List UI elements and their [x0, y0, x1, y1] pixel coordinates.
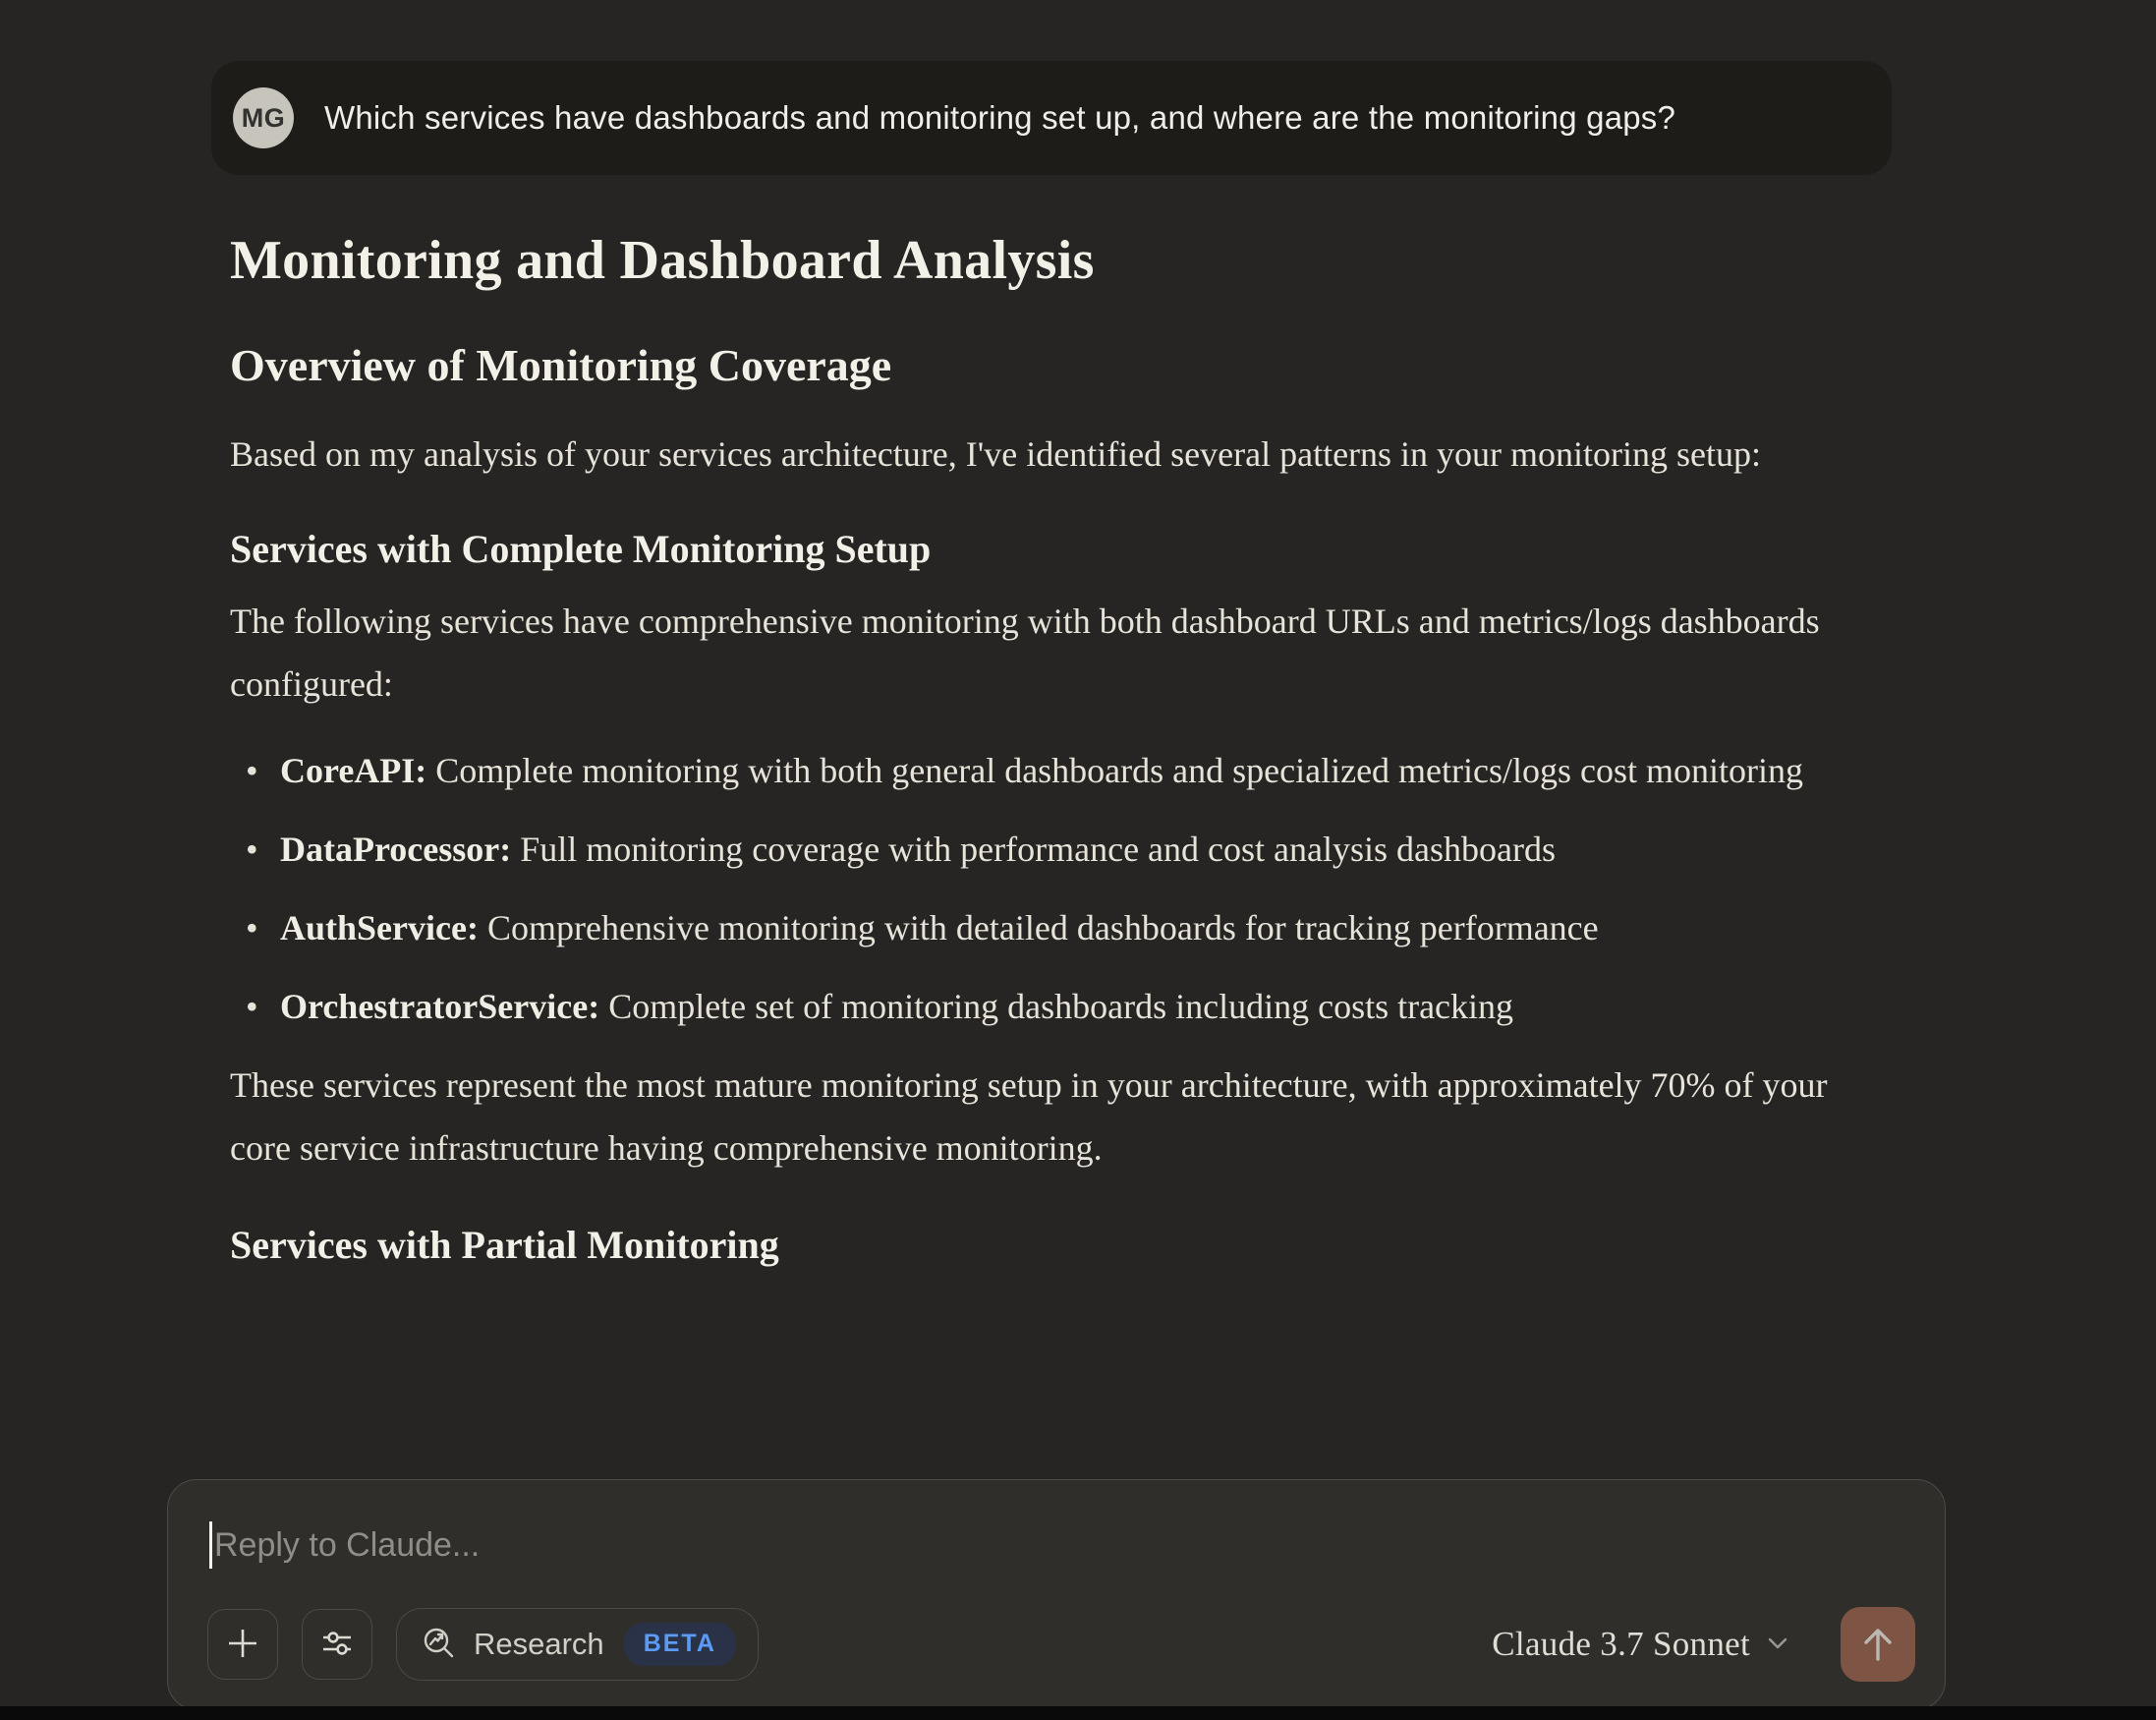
model-selector[interactable] [1492, 1625, 1789, 1664]
service-desc: Complete monitoring with both general dashboards and specialized metrics/logs cost monitoring [435, 751, 1804, 790]
service-name: OrchestratorService: [280, 987, 600, 1026]
research-label: Research [474, 1627, 604, 1661]
text-cursor [209, 1521, 212, 1569]
heading-overview: Overview of Monitoring Coverage [230, 340, 892, 390]
research-magnifier-icon [421, 1625, 458, 1665]
service-name: AuthService: [280, 908, 479, 947]
response-title: Monitoring and Dashboard Analysis [230, 230, 1095, 291]
paragraph-complete-intro: The following services have comprehensive monitoring with both dashboard URLs and metrics/logs dashboards configured: [230, 602, 1820, 704]
reply-placeholder: Reply to Claude... [214, 1525, 481, 1564]
arrow-up-icon [1859, 1624, 1897, 1666]
heading-partial-monitoring: Services with Partial Monitoring [230, 1223, 779, 1267]
window-bottom-edge [0, 1706, 2156, 1720]
tools-button[interactable] [302, 1609, 372, 1680]
user-message-bubble [211, 61, 1892, 175]
beta-badge: BETA [624, 1623, 736, 1666]
reply-composer[interactable] [167, 1479, 1946, 1710]
service-desc: Full monitoring coverage with performance and cost analysis dashboards [520, 830, 1556, 869]
service-name: DataProcessor: [280, 830, 512, 869]
list-item [280, 739, 1852, 802]
service-name: CoreAPI: [280, 751, 427, 790]
reply-input[interactable] [209, 1521, 1903, 1569]
assistant-response [230, 228, 1881, 1270]
chevron-down-icon [1750, 1635, 1789, 1654]
plus-icon [225, 1626, 260, 1664]
attach-button[interactable] [207, 1609, 278, 1680]
composer-toolbar [207, 1607, 1915, 1682]
list-item [280, 818, 1852, 881]
user-message-text: Which services have dashboards and monitoring set up, and where are the monitoring gaps? [324, 99, 1676, 136]
service-bullet-list [230, 739, 1881, 1038]
list-item [280, 975, 1852, 1038]
list-item [280, 896, 1852, 959]
service-desc: Comprehensive monitoring with detailed dashboards for tracking performance [486, 908, 1599, 947]
heading-complete-monitoring: Services with Complete Monitoring Setup [230, 527, 932, 571]
avatar: MG [233, 87, 294, 148]
model-label: Claude 3.7 Sonnet [1492, 1625, 1750, 1663]
service-desc: Complete set of monitoring dashboards including costs tracking [608, 987, 1514, 1026]
paragraph-overview: Based on my analysis of your services architecture, I've identified several patterns in your monitoring setup: [230, 434, 1762, 474]
send-button[interactable] [1841, 1607, 1915, 1682]
paragraph-complete-outro: These services represent the most mature monitoring setup in your architecture, with approximately 70% of your core service infrastructure having comprehensive monitoring. [230, 1065, 1828, 1168]
sliders-icon [319, 1626, 355, 1664]
research-button[interactable] [396, 1608, 759, 1681]
